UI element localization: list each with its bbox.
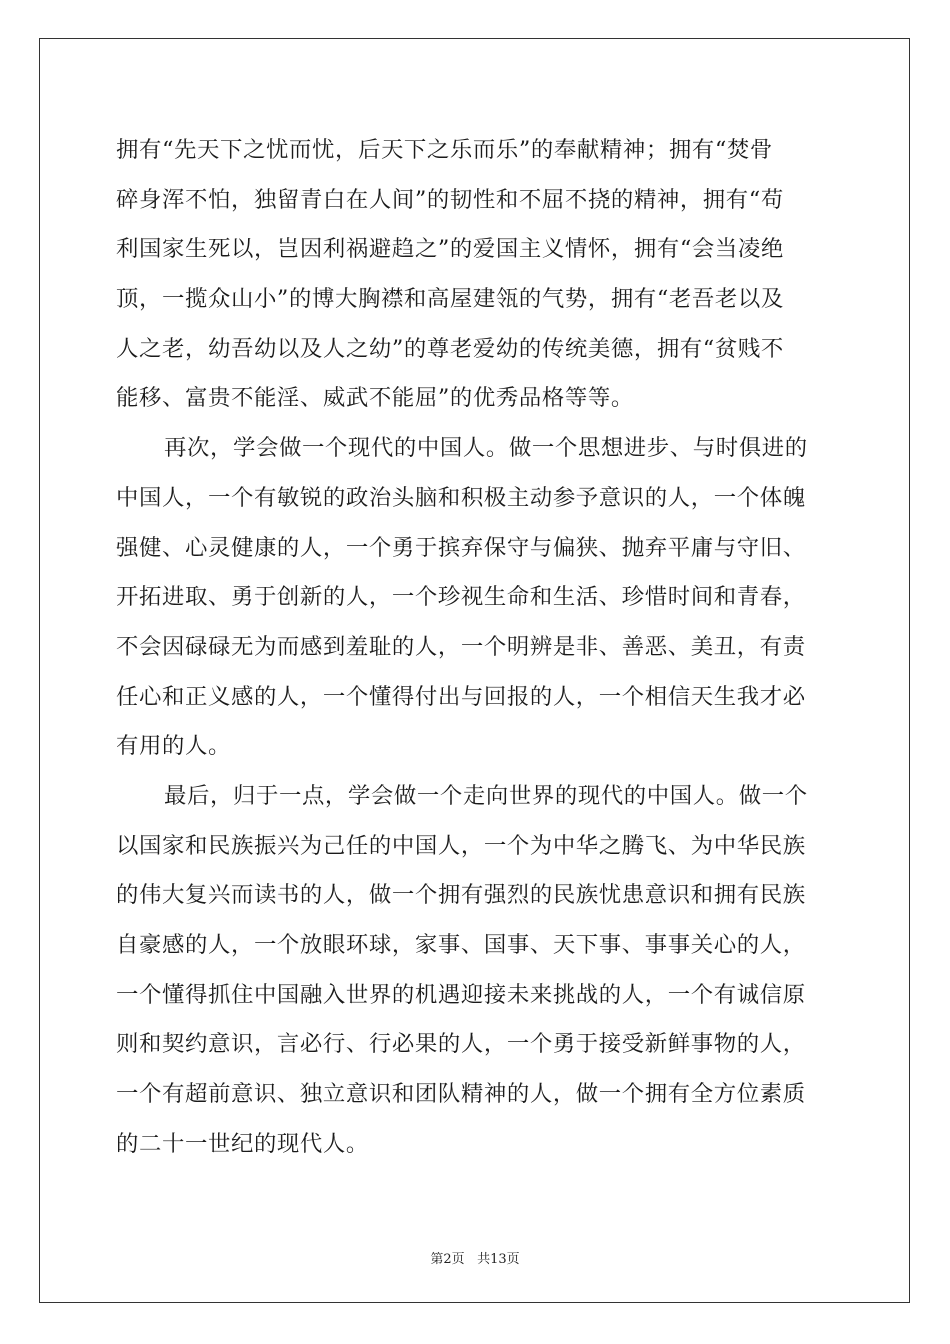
text-line: 碎身浑不怕，独留青白在人间”的韧性和不屈不挠的精神，拥有“苟 <box>116 186 784 213</box>
paragraph <box>116 126 836 424</box>
text-line: 自豪感的人，一个放眼环球，家事、国事、天下事、事事关心的人， <box>116 932 806 958</box>
page-total: 共13页 <box>477 1252 520 1267</box>
text-line: 强健、心灵健康的人，一个勇于摈弃保守与偏狭、抛弃平庸与守旧、 <box>116 534 806 561</box>
text-line: 有用的人。 <box>116 733 231 760</box>
paragraph <box>116 772 836 1170</box>
text-line: 任心和正义感的人，一个懂得付出与回报的人，一个相信天生我才必 <box>116 683 806 710</box>
text-line: 一个有超前意识、独立意识和团队精神的人，做一个拥有全方位素质 <box>116 1081 806 1108</box>
text-line: 顶，一揽众山小”的博大胸襟和高屋建瓴的气势，拥有“老吾老以及 <box>116 286 784 313</box>
page-number: 第2页 <box>430 1252 465 1267</box>
paragraph <box>116 424 836 772</box>
text-line: 的二十一世纪的现代人。 <box>116 1130 369 1157</box>
text-line: 以国家和民族振兴为己任的中国人，一个为中华之腾飞、为中华民族 <box>116 832 806 859</box>
text-line: 开拓进取、勇于创新的人，一个珍视生命和生活、珍惜时间和青春， <box>116 584 806 611</box>
text-line: 利国家生死以，岂因利祸避趋之”的爱国主义情怀，拥有“会当凌绝 <box>116 236 784 263</box>
text-line: 则和契约意识，言必行、行必果的人，一个勇于接受新鲜事物的人， <box>116 1031 806 1058</box>
page-footer <box>0 1248 950 1267</box>
text-line: 中国人，一个有敏锐的政治头脑和积极主动参予意识的人，一个体魄 <box>116 484 806 511</box>
text-line: 能移、富贵不能淫、威武不能屈”的优秀品格等等。 <box>116 385 634 412</box>
text-line: 再次，学会做一个现代的中国人。做一个思想进步、与时俱进的 <box>164 435 808 462</box>
text-line: 人之老，幼吾幼以及人之幼”的尊老爱幼的传统美德，拥有“贫贱不 <box>116 335 784 362</box>
text-line: 拥有“先天下之忧而忧，后天下之乐而乐”的奉献精神；拥有“焚骨 <box>116 137 773 163</box>
document-body <box>116 126 836 1169</box>
text-line: 不会因碌碌无为而感到羞耻的人，一个明辨是非、善恶、美丑，有责 <box>116 633 806 660</box>
text-line: 最后，归于一点，学会做一个走向世界的现代的中国人。做一个 <box>164 782 808 809</box>
text-line: 一个懂得抓住中国融入世界的机遇迎接未来挑战的人，一个有诚信原 <box>116 981 806 1008</box>
text-line: 的伟大复兴而读书的人，做一个拥有强烈的民族忧患意识和拥有民族 <box>116 882 806 909</box>
